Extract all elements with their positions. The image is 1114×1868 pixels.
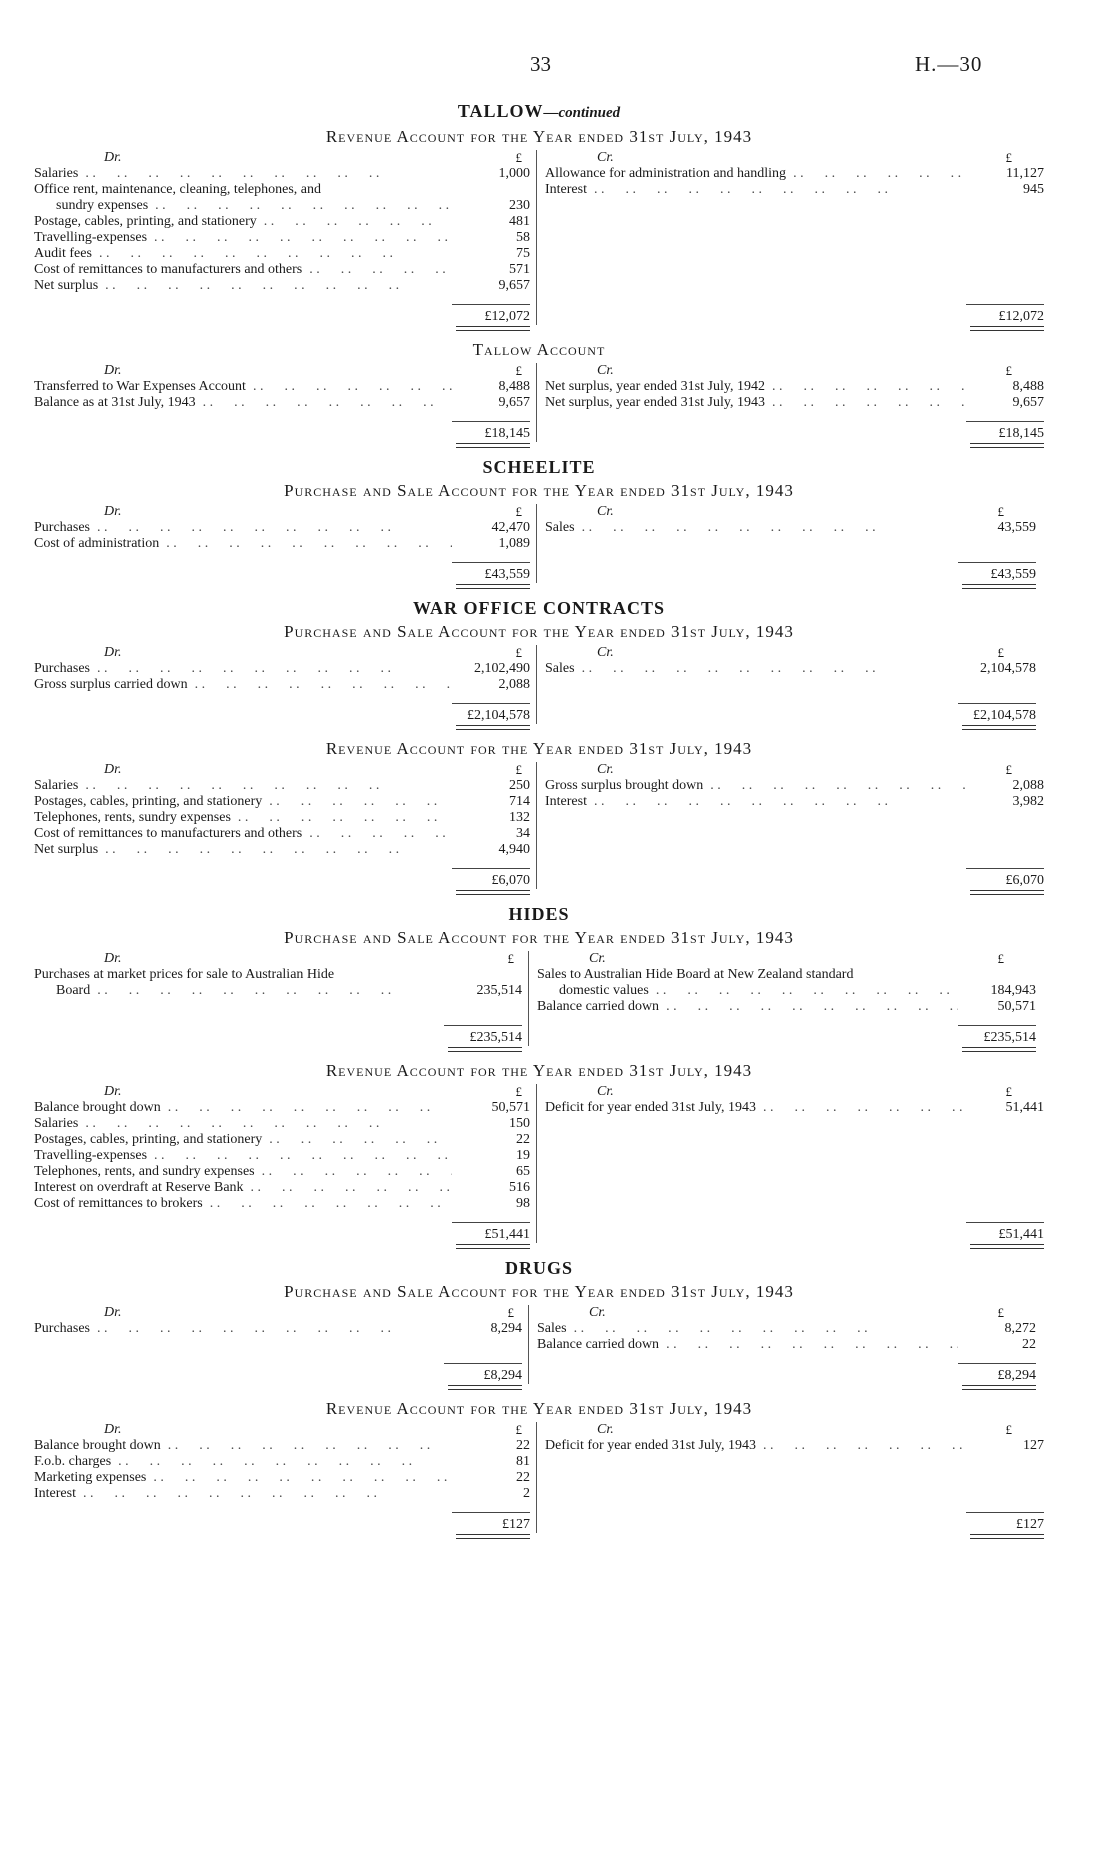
dr-total: £51,441 (452, 1222, 530, 1243)
cr-total: £51,441 (966, 1222, 1044, 1243)
ledger-row (545, 1438, 1052, 1454)
row-amount: 714 (509, 794, 530, 809)
currency-symbol: £ (507, 1305, 514, 1320)
ledger-row (545, 379, 1052, 395)
row-amount: 8,272 (1004, 1321, 1036, 1336)
side-heading (545, 363, 1052, 379)
debit-side (34, 951, 529, 1046)
ledger-row (34, 1100, 536, 1116)
dr-label: Dr. (104, 504, 122, 519)
side-heading (34, 645, 536, 661)
ledger-row (537, 1321, 1044, 1337)
row-description: Sales to Australian Hide Board at New Zealand standard (537, 967, 854, 982)
account-title: Revenue Account for the Year ended 31st July, 1943 (325, 127, 753, 146)
ledger-row (545, 166, 1052, 182)
account-section (34, 903, 1044, 1243)
row-description: Balance carried down . . (537, 1337, 958, 1353)
cr-label: Cr. (597, 1422, 614, 1437)
credit-side (537, 504, 1044, 583)
debit-side (34, 1084, 537, 1243)
row-amount: 571 (509, 262, 530, 277)
side-heading (34, 1084, 536, 1100)
account-section (34, 597, 1044, 889)
total-row (545, 1222, 1052, 1243)
currency-symbol: £ (1005, 363, 1012, 378)
ledger-row (34, 661, 536, 677)
row-amount: 42,470 (491, 520, 530, 535)
total-row (34, 304, 536, 325)
currency-symbol: £ (997, 504, 1004, 519)
row-description: Sales . . (537, 1321, 958, 1337)
account-ledger (34, 150, 1044, 325)
ledger-row (34, 778, 536, 794)
ledger-row (34, 677, 536, 693)
row-description: Net surplus, year ended 31st July, 1943 . . (545, 395, 966, 411)
row-amount: 132 (509, 810, 530, 825)
section-title-text: DRUGS (504, 1258, 573, 1278)
row-amount: 184,943 (990, 983, 1036, 998)
row-amount: 8,294 (490, 1321, 522, 1336)
total-row (34, 1222, 536, 1243)
credit-side (537, 645, 1044, 724)
account-title: Purchase and Sale Account for the Year ended 31st July, 1943 (284, 622, 794, 641)
ledger-row (34, 1180, 536, 1196)
row-description: Sales . . (545, 520, 958, 536)
ledger-row (34, 1321, 528, 1337)
dr-label: Dr. (104, 363, 122, 378)
credit-side (529, 1305, 1044, 1384)
row-description: Allowance for administration and handling . . (545, 166, 966, 182)
row-amount: 2,088 (498, 677, 530, 692)
row-description: Gross surplus carried down . . (34, 677, 452, 693)
row-amount: 1,000 (498, 166, 530, 181)
row-amount: 75 (516, 246, 530, 261)
ledger-row (34, 983, 528, 999)
section-title (34, 903, 1044, 925)
ledger-row (34, 1486, 536, 1502)
section-title-text: WAR OFFICE CONTRACTS (412, 598, 666, 618)
dr-total: £18,145 (452, 421, 530, 442)
total-row (545, 304, 1052, 325)
cr-total: £2,104,578 (958, 703, 1036, 724)
cr-label: Cr. (597, 150, 614, 165)
row-description: Salaries . . (34, 166, 452, 182)
row-description: Board . . (34, 983, 444, 999)
dr-label: Dr. (104, 951, 122, 966)
currency-symbol: £ (997, 951, 1004, 966)
row-description: Interest . . (545, 794, 966, 810)
section-title-suffix: —continued (543, 105, 621, 121)
ledger-row (537, 983, 1044, 999)
ledger-row (34, 1116, 536, 1132)
row-amount: 34 (516, 826, 530, 841)
ledger-row (34, 810, 536, 826)
account-ledger (34, 645, 1044, 724)
cr-total: £43,559 (958, 562, 1036, 583)
total-row (537, 1025, 1044, 1046)
row-description: Purchases at market prices for sale to Australian Hide (34, 967, 335, 982)
row-amount: 11,127 (1006, 166, 1044, 181)
ledger-row (34, 967, 528, 983)
dr-total: £43,559 (452, 562, 530, 583)
row-amount: 98 (516, 1196, 530, 1211)
account-title: Revenue Account for the Year ended 31st July, 1943 (325, 1061, 753, 1080)
ledger-row (545, 182, 1052, 198)
row-description: Purchases . . (34, 1321, 444, 1337)
side-heading (545, 762, 1052, 778)
dr-label: Dr. (104, 1084, 122, 1099)
cr-label: Cr. (597, 1084, 614, 1099)
row-description: Balance as at 31st July, 1943 . . (34, 395, 452, 411)
currency-symbol: £ (997, 645, 1004, 660)
debit-side (34, 363, 537, 442)
ledger-row (537, 1337, 1044, 1353)
ledger-row (34, 1164, 536, 1180)
ledger-row (34, 230, 536, 246)
row-description: Office rent, maintenance, cleaning, telephones, and (34, 182, 322, 197)
credit-side (537, 762, 1052, 889)
cr-total: £127 (966, 1512, 1044, 1533)
ledger-row (34, 278, 536, 294)
accounts-content (34, 100, 1044, 1547)
ledger-row (34, 842, 536, 858)
credit-side (537, 150, 1052, 325)
row-description: Travelling-expenses . . (34, 1148, 452, 1164)
row-description: Net surplus . . (34, 278, 452, 294)
row-description: Telephones, rents, sundry expenses . . (34, 810, 452, 826)
dr-total: £2,104,578 (452, 703, 530, 724)
row-description: Balance brought down . . (34, 1100, 452, 1116)
row-amount: 2,102,490 (474, 661, 530, 676)
row-description: Marketing expenses . . (34, 1470, 452, 1486)
cr-total: £6,070 (966, 868, 1044, 889)
total-row (545, 868, 1052, 889)
cr-label: Cr. (597, 645, 614, 660)
side-heading (545, 504, 1044, 520)
row-amount: 4,940 (498, 842, 530, 857)
ledger-row (34, 1454, 536, 1470)
row-amount: 250 (509, 778, 530, 793)
account-title: Purchase and Sale Account for the Year ended 31st July, 1943 (284, 481, 794, 500)
row-description: Deficit for year ended 31st July, 1943 . . (545, 1100, 966, 1116)
side-heading (545, 1422, 1052, 1438)
row-description: Sales . . (545, 661, 958, 677)
row-description: Postage, cables, printing, and stationery . . (34, 214, 452, 230)
total-row (545, 1512, 1052, 1533)
side-heading (537, 1305, 1044, 1321)
ledger-row (34, 395, 536, 411)
dr-total: £127 (452, 1512, 530, 1533)
ledger-row (34, 826, 536, 842)
section-title (34, 1257, 1044, 1279)
debit-side (34, 1305, 529, 1384)
ledger-row (34, 794, 536, 810)
ledger-row (545, 395, 1052, 411)
cr-total: £8,294 (958, 1363, 1036, 1384)
ledger-row (545, 794, 1052, 810)
currency-symbol: £ (515, 762, 522, 777)
ledger-row (34, 1438, 536, 1454)
row-description: Balance brought down . . (34, 1438, 452, 1454)
cr-label: Cr. (597, 504, 614, 519)
ledger-row (34, 1470, 536, 1486)
credit-side (537, 1422, 1052, 1533)
dr-label: Dr. (104, 1305, 122, 1320)
row-amount: 50,571 (491, 1100, 530, 1115)
document-reference: H.—30 (915, 52, 983, 76)
cr-total: £18,145 (966, 421, 1044, 442)
cr-label: Cr. (597, 363, 614, 378)
row-amount: 945 (1023, 182, 1044, 197)
ledger-row (34, 1132, 536, 1148)
ledger-row (34, 246, 536, 262)
cr-total: £235,514 (958, 1025, 1036, 1046)
side-heading (34, 1305, 528, 1321)
dr-total: £6,070 (452, 868, 530, 889)
row-amount: 22 (516, 1132, 530, 1147)
row-amount: 3,982 (1012, 794, 1044, 809)
currency-symbol: £ (997, 1305, 1004, 1320)
side-heading (34, 504, 536, 520)
total-row (34, 421, 536, 442)
currency-symbol: £ (515, 504, 522, 519)
row-amount: 516 (509, 1180, 530, 1195)
row-description: Cost of remittances to manufacturers and others . . (34, 826, 452, 842)
account-ledger (34, 504, 1044, 583)
ledger-row (34, 520, 536, 536)
page-number: 33 (530, 52, 551, 76)
account-ledger (34, 1305, 1044, 1384)
ledger-row (34, 536, 536, 552)
credit-side (537, 363, 1052, 442)
cr-label: Cr. (589, 1305, 606, 1320)
account-section (34, 456, 1044, 583)
side-heading (545, 645, 1044, 661)
side-heading (34, 951, 528, 967)
total-row (545, 703, 1044, 724)
dr-total: £235,514 (444, 1025, 522, 1046)
row-amount: 1,089 (498, 536, 530, 551)
row-description: Cost of remittances to brokers . . (34, 1196, 452, 1212)
row-description: Salaries . . (34, 778, 452, 794)
row-description: Net surplus, year ended 31st July, 1942 . . (545, 379, 966, 395)
account-title: Revenue Account for the Year ended 31st July, 1943 (325, 1399, 753, 1418)
side-heading (545, 1084, 1052, 1100)
row-amount: 19 (516, 1148, 530, 1163)
side-heading (34, 150, 536, 166)
row-amount: 58 (516, 230, 530, 245)
total-row (34, 1025, 528, 1046)
currency-symbol: £ (515, 1084, 522, 1099)
row-amount: 9,657 (498, 395, 530, 410)
row-amount: 22 (516, 1438, 530, 1453)
row-amount: 81 (516, 1454, 530, 1469)
account-ledger (34, 1084, 1044, 1243)
row-amount: 481 (509, 214, 530, 229)
ledger-row (34, 262, 536, 278)
account-title: Revenue Account for the Year ended 31st July, 1943 (325, 739, 753, 758)
ledger-row (34, 198, 536, 214)
row-description: sundry expenses . . (34, 198, 452, 214)
ledger-row (34, 379, 536, 395)
account-ledger (34, 1422, 1044, 1533)
account-title: Tallow Account (472, 340, 606, 359)
row-amount: 9,657 (498, 278, 530, 293)
currency-symbol: £ (1005, 1422, 1012, 1437)
row-description: Interest . . (545, 182, 966, 198)
row-description: Telephones, rents, and sundry expenses . . (34, 1164, 452, 1180)
dr-label: Dr. (104, 150, 122, 165)
row-description: Transferred to War Expenses Account . . (34, 379, 452, 395)
dr-label: Dr. (104, 645, 122, 660)
debit-side (34, 1422, 537, 1533)
credit-side (529, 951, 1044, 1046)
cr-label: Cr. (589, 951, 606, 966)
side-heading (34, 1422, 536, 1438)
row-amount: 2 (523, 1486, 530, 1501)
total-row (545, 562, 1044, 583)
total-row (34, 703, 536, 724)
debit-side (34, 762, 537, 889)
currency-symbol: £ (515, 645, 522, 660)
section-title-text: TALLOW (457, 101, 544, 121)
credit-side (537, 1084, 1052, 1243)
section-title-text: HIDES (508, 904, 570, 924)
cr-total: £12,072 (966, 304, 1044, 325)
account-section (34, 1257, 1044, 1533)
row-amount: 150 (509, 1116, 530, 1131)
section-title (34, 100, 1044, 124)
ledger-row (545, 661, 1044, 677)
row-amount: 50,571 (997, 999, 1036, 1014)
row-description: Gross surplus brought down . . (545, 778, 966, 794)
row-description: Purchases . . (34, 520, 452, 536)
section-title (34, 597, 1044, 619)
row-amount: 9,657 (1012, 395, 1044, 410)
row-amount: 235,514 (476, 983, 522, 998)
ledger-row (34, 1148, 536, 1164)
ledger-row (537, 999, 1044, 1015)
row-amount: 43,559 (997, 520, 1036, 535)
cr-label: Cr. (597, 762, 614, 777)
row-amount: 127 (1023, 1438, 1044, 1453)
row-description: domestic values . . (537, 983, 958, 999)
row-amount: 2,088 (1012, 778, 1044, 793)
section-title-text: SCHEELITE (482, 457, 596, 477)
total-row (34, 1512, 536, 1533)
ledger-row (545, 778, 1052, 794)
debit-side (34, 504, 537, 583)
row-amount: 230 (509, 198, 530, 213)
debit-side (34, 150, 537, 325)
row-amount: 51,441 (1005, 1100, 1044, 1115)
ledger-row (34, 1196, 536, 1212)
total-row (34, 562, 536, 583)
ledger-row (34, 182, 536, 198)
account-ledger (34, 951, 1044, 1046)
total-row (34, 1363, 528, 1384)
account-ledger (34, 363, 1044, 442)
row-amount: 2,104,578 (980, 661, 1036, 676)
ledger-row (537, 967, 1044, 983)
row-description: Interest . . (34, 1486, 452, 1502)
row-amount: 22 (1022, 1337, 1036, 1352)
ledger-row (545, 520, 1044, 536)
row-amount: 8,488 (498, 379, 530, 394)
row-amount: 8,488 (1012, 379, 1044, 394)
ledger-row (34, 166, 536, 182)
page-header (0, 52, 1114, 82)
total-row (34, 868, 536, 889)
ledger-row (545, 1100, 1052, 1116)
row-description: Salaries . . (34, 1116, 452, 1132)
debit-side (34, 645, 537, 724)
row-description: Interest on overdraft at Reserve Bank . . (34, 1180, 452, 1196)
row-description: F.o.b. charges . . (34, 1454, 452, 1470)
dr-label: Dr. (104, 762, 122, 777)
account-ledger (34, 762, 1044, 889)
currency-symbol: £ (507, 951, 514, 966)
side-heading (34, 762, 536, 778)
currency-symbol: £ (515, 150, 522, 165)
row-description: Balance carried down . . (537, 999, 958, 1015)
section-title (34, 456, 1044, 478)
row-description: Net surplus . . (34, 842, 452, 858)
row-amount: 65 (516, 1164, 530, 1179)
side-heading (34, 363, 536, 379)
row-description: Deficit for year ended 31st July, 1943 . . (545, 1438, 966, 1454)
dr-total: £8,294 (444, 1363, 522, 1384)
total-row (545, 421, 1052, 442)
account-title: Purchase and Sale Account for the Year ended 31st July, 1943 (284, 928, 794, 947)
row-amount: 22 (516, 1470, 530, 1485)
row-description: Purchases . . (34, 661, 452, 677)
account-section (34, 100, 1044, 442)
row-description: Audit fees . . (34, 246, 452, 262)
currency-symbol: £ (515, 363, 522, 378)
ledger-row (34, 214, 536, 230)
row-description: Cost of remittances to manufacturers and others . . (34, 262, 452, 278)
currency-symbol: £ (515, 1422, 522, 1437)
account-title: Purchase and Sale Account for the Year ended 31st July, 1943 (284, 1282, 794, 1301)
dr-total: £12,072 (452, 304, 530, 325)
dr-label: Dr. (104, 1422, 122, 1437)
currency-symbol: £ (1005, 762, 1012, 777)
total-row (537, 1363, 1044, 1384)
row-description: Cost of administration . . (34, 536, 452, 552)
row-description: Postages, cables, printing, and stationery . . (34, 794, 452, 810)
currency-symbol: £ (1005, 1084, 1012, 1099)
row-description: Postages, cables, printing, and stationery . . (34, 1132, 452, 1148)
side-heading (537, 951, 1044, 967)
row-description: Travelling-expenses . . (34, 230, 452, 246)
side-heading (545, 150, 1052, 166)
currency-symbol: £ (1005, 150, 1012, 165)
